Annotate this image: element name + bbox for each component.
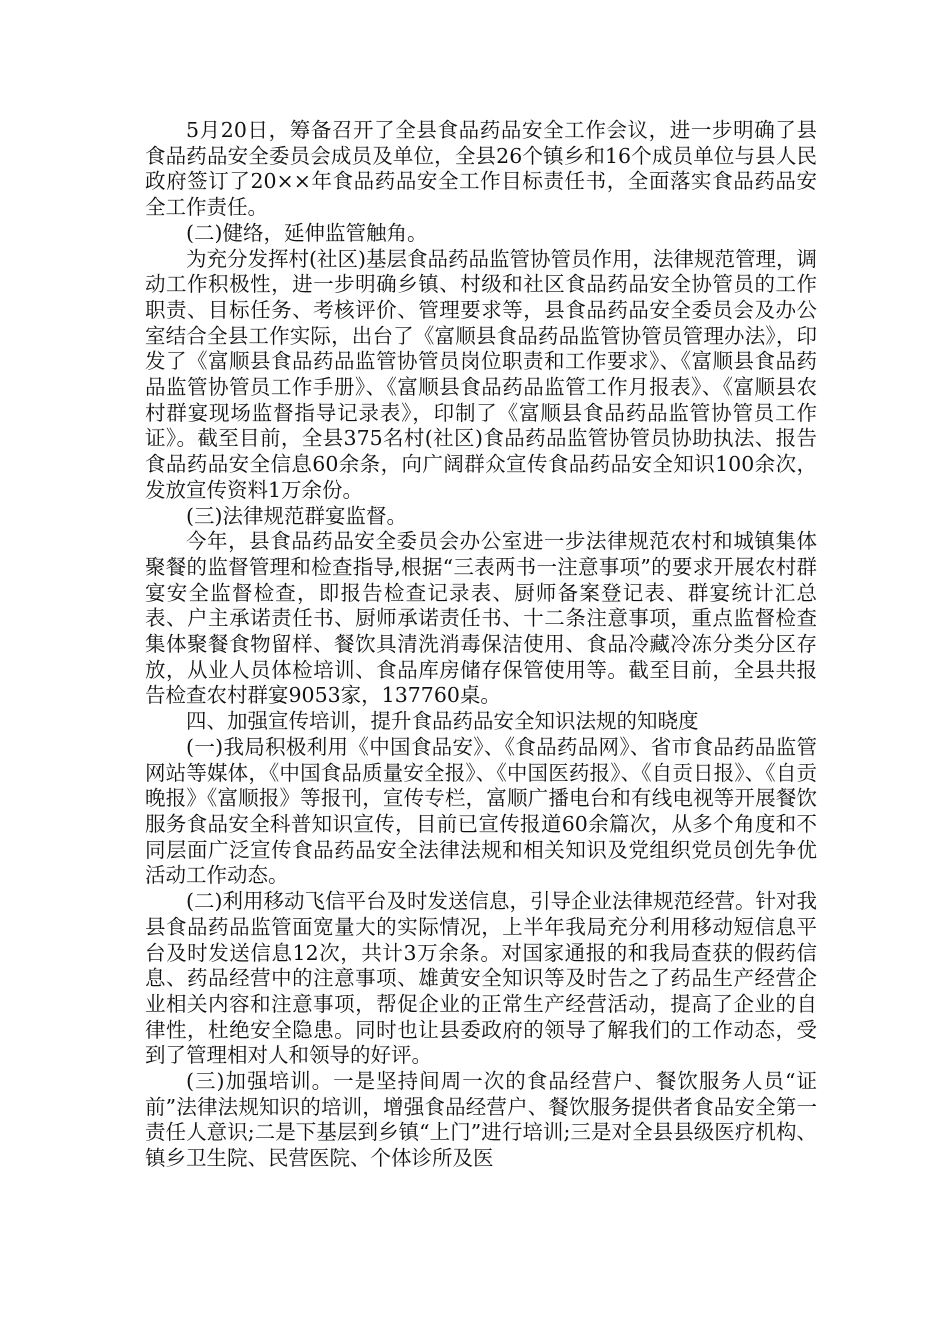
paragraph-meeting: 5月20日，筹备召开了全县食品药品安全工作会议，进一步明确了县食品药品安全委员会成员及单位，全县26个镇乡和16个成员单位与县人民政府签订了20××年食品药品安全工作目标责任书，全面落实食品药品安全工作责任。	[145, 118, 817, 220]
section-heading-banquet: (三)法律规范群宴监督。	[186, 503, 407, 528]
paragraph-coordinators: 为充分发挥村(社区)基层食品药品监管协管员作用，法律规范管理，调动工作积极性，进一步明确乡镇、村级和社区食品药品安全协管员的工作职责、目标任务、考核评价、管理要求等，县食品药品安全委员会及办公室结合全县工作实际，出台了《富顺县食品药品监管协管员管理办法》，印发了《富顺县食品药品监管协管员岗位职责和工作要求》、《富顺县食品药品监管协管员工作手册》、《富顺县食品药品监管工作月报表》、《富顺县农村群宴现场监督指导记录表》，印制了《富顺县食品药品监管协管员工作证》。截至目前，全县375名村(社区)食品药品监管协管员协助执法、报告食品药品安全信息60余条，向广阔群众宣传食品药品安全知识100余次，发放宣传资料1万余份。	[145, 246, 817, 502]
paragraph-training: (三)加强培训。一是坚持间周一次的食品经营户、餐饮服务人员“证前”法律法规知识的培训，增强食品经营户、餐饮服务提供者食品安全第一责任人意识;二是下基层到乡镇“上门”进行培训;三是对全县县级医疗机构、镇乡卫生院、民营医院、个体诊所及医	[145, 1069, 817, 1171]
paragraph-banquet: 今年，县食品药品安全委员会办公室进一步法律规范农村和城镇集体聚餐的监督管理和检查指导,根据“三表两书一注意事项”的要求开展农村群宴安全监督检查，即报告检查记录表、厨师备案登记表、群宴统计汇总表、户主承诺责任书、厨师承诺责任书、十二条注意事项，重点监督检查集体聚餐食物留样、餐饮具清洗消毒保洁使用、食品冷藏冷冻分类分区存放，从业人员体检培训、食品库房储存保管使用等。截至目前，全县共报告检查农村群宴9053家，137760桌。	[145, 529, 817, 708]
document-body	[145, 118, 817, 1172]
paragraph-messaging: (二)利用移动飞信平台及时发送信息，引导企业法律规范经营。针对我县食品药品监管面宽量大的实际情况，上半年我局充分利用移动短信息平台及时发送信息12次，共计3万余条。对国家通报的和我局查获的假药信息、药品经营中的注意事项、雄黄安全知识等及时告之了药品生产经营企业相关内容和注意事项，帮促企业的正常生产经营活动，提高了企业的自律性，杜绝安全隐患。同时也让县委政府的领导了解我们的工作动态，受到了管理相对人和领导的好评。	[145, 889, 817, 1068]
section-heading-publicity: 四、加强宣传培训，提升食品药品安全知识法规的知晓度	[186, 709, 699, 734]
section-heading-network: (二)健络，延伸监管触角。	[186, 220, 428, 245]
paragraph-media: (一)我局积极利用《中国食品安》、《食品药品网》、省市食品药品监管网站等媒体，《中国食品质量安全报》、《中国医药报》、《自贡日报》、《自贡晚报》《富顺报》等报刊，宣传专栏，富顺广播电台和有线电视等开展餐饮服务食品安全科普知识宣传，目前已宣传报道60余篇次，从多个角度和不同层面广泛宣传食品药品安全法律法规和相关知识及党组织党员创先争优活动工作动态。	[145, 734, 817, 888]
